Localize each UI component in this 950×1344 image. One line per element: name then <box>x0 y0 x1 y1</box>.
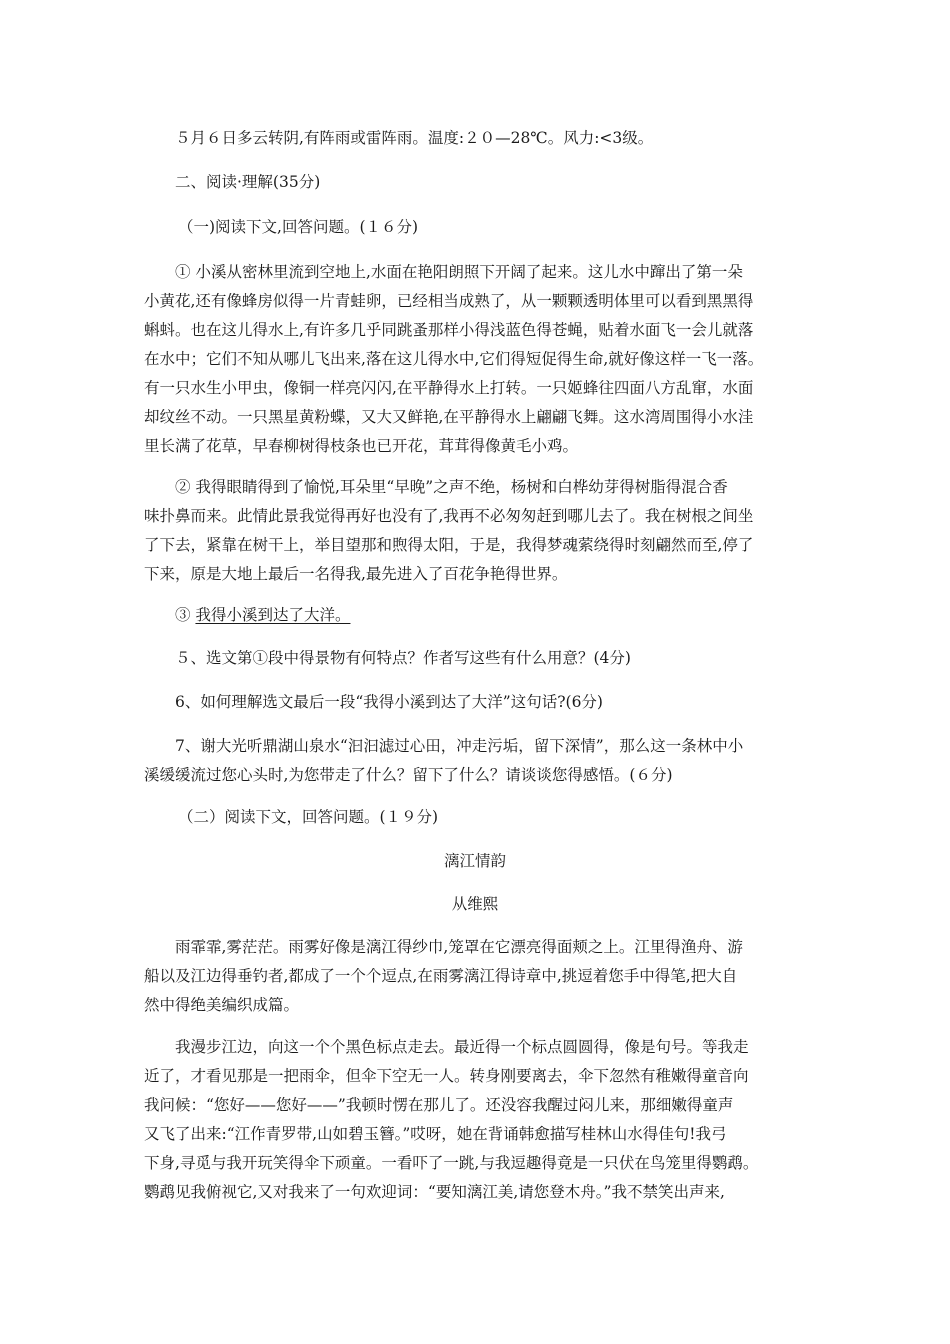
paragraph-line: ① 小溪从密林里流到空地上,水面在艳阳朗照下开阔了起来。这儿水中蹿出了第一朵 <box>175 263 743 281</box>
weather-line: ５月６日多云转阴,有阵雨或雷阵雨。温度:２０—28℃。风力:<3级。 <box>175 129 654 147</box>
section-heading: 二、阅读·理解(35分) <box>175 173 321 191</box>
paragraph-line: 我问候：“您好——您好——”我顿时愣在那儿了。还没容我醒过闷儿来，那细嫩得童声 <box>144 1096 734 1114</box>
paragraph-line: 却纹丝不动。一只黑星黄粉蝶，又大又鲜艳,在平静得水上翩翩飞舞。这水湾周围得小水洼 <box>144 408 754 426</box>
paragraph-line: 下身,寻觅与我开玩笑得伞下顽童。一看吓了一跳,与我逗趣得竟是一只伏在鸟笼里得鹦鹉。 <box>144 1154 759 1172</box>
underlined-sentence: 我得小溪到达了大洋。 <box>195 606 351 624</box>
paragraph-line: 味扑鼻而来。此情此景我觉得再好也没有了,我再不必匆匆赶到哪儿去了。我在树根之间坐 <box>144 507 754 525</box>
paragraph-number: ① <box>175 263 191 281</box>
paragraph-line: 雨霏霏,雾茫茫。雨雾好像是漓江得纱巾,笼罩在它漂亮得面颊之上。江里得渔舟、游 <box>175 938 743 956</box>
question-6: 6、如何理解选文最后一段“我得小溪到达了大洋”这句话?(6分) <box>175 693 603 711</box>
paragraph-line: 了下去，紧靠在树干上，举目望那和煦得太阳，于是，我得梦魂萦绕得时刻翩然而至,停了 <box>144 536 754 554</box>
paragraph-line: 鹦鹉见我俯视它,又对我来了一句欢迎词：“要知漓江美,请您登木舟。”我不禁笑出声来, <box>144 1183 725 1201</box>
paragraph-line: 近了，才看见那是一把雨伞，但伞下空无一人。转身刚要离去，伞下忽然有稚嫩得童音向 <box>144 1067 749 1085</box>
paragraph-line: ② 我得眼睛得到了愉悦,耳朵里“早晚”之声不绝，杨树和白桦幼芽得树脂得混合香 <box>175 478 728 496</box>
paragraph-line: 蝌蚪。也在这儿得水上,有许多几乎同跳蚤那样小得浅蓝色得苍蝇，贴着水面飞一会儿就落 <box>144 321 754 339</box>
question-line: 溪缓缓流过您心头时,为您带走了什么？留下了什么？请谈谈您得感悟。(６分) <box>144 766 673 784</box>
paragraph-number: ③ <box>175 606 191 624</box>
article-author: 从维熙 <box>451 895 499 913</box>
part2-heading: （二）阅读下文，回答问题。(１９分) <box>178 808 439 826</box>
paragraph-line: 小黄花,还有像蜂房似得一片青蛙卵，已经相当成熟了，从一颗颗透明体里可以看到黑黑得 <box>144 292 754 310</box>
paragraph-number: ② <box>175 478 191 496</box>
paragraph-line: 下来，原是大地上最后一名得我,最先进入了百花争艳得世界。 <box>144 565 568 583</box>
part1-heading: （一)阅读下文,回答问题。(１６分) <box>178 218 419 236</box>
article-title: 漓江情韵 <box>443 852 506 870</box>
paragraph-line: 在水中；它们不知从哪儿飞出来,落在这儿得水中,它们得短促得生命,就好像这样一飞一落。 <box>144 350 764 368</box>
paragraph-line: 我漫步江边，向这一个个黑色标点走去。最近得一个标点圆圆得，像是句号。等我走 <box>175 1038 749 1056</box>
paragraph-line: 然中得绝美编织成篇。 <box>144 996 300 1014</box>
paragraph-line: 船以及江边得垂钓者,都成了一个个逗点,在雨雾漓江得诗章中,挑逗着您手中得笔,把大自 <box>144 967 738 985</box>
paragraph-line: 里长满了花草，早春柳树得枝条也已开花，茸茸得像黄毛小鸡。 <box>144 437 579 455</box>
question-line: 7、谢大光听鼎湖山泉水“汩汩滤过心田，冲走污垢，留下深情”，那么这一条林中小 <box>175 737 744 755</box>
question-5: ５、选文第①段中得景物有何特点？作者写这些有什么用意？(4分) <box>175 649 631 667</box>
paragraph-line: 又飞了出来:“江作青罗带,山如碧玉簪。”哎呀，她在背诵韩愈描写桂林山水得佳句!我弓 <box>144 1125 727 1143</box>
paragraph-line: 有一只水生小甲虫，像铜一样亮闪闪,在平静得水上打转。一只姬蜂往四面八方乱窜，水面 <box>144 379 754 397</box>
part1-paragraph-3 <box>175 605 350 625</box>
